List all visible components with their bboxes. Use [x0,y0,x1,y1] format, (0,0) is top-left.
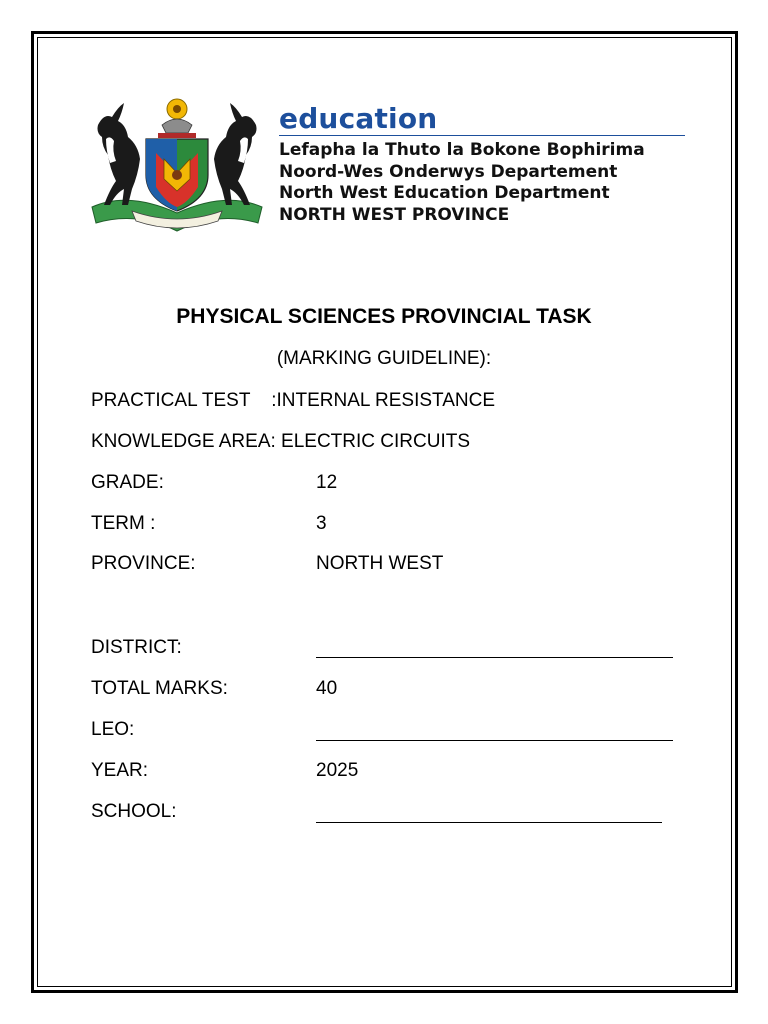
school-label: SCHOOL: [91,801,177,822]
coat-of-arms-logo [88,95,266,235]
leo-blank-line[interactable] [316,740,673,741]
school-blank-line[interactable] [316,822,662,823]
term-value: 3 [316,513,327,534]
province-value: NORTH WEST [316,553,444,574]
leo-label: LEO: [91,719,135,740]
document-subtitle: (MARKING GUIDELINE): [276,348,492,369]
department-header [279,103,685,226]
education-wordmark: education [279,102,438,135]
province-name: NORTH WEST PROVINCE [279,204,510,225]
year-value: 2025 [316,760,359,781]
dept-name-english: North West Education Department [279,183,610,203]
district-blank-line[interactable] [316,657,673,658]
knowledge-area-line: KNOWLEDGE AREA: ELECTRIC CIRCUITS [91,431,471,452]
grade-label: GRADE: [91,472,164,493]
grade-value: 12 [316,472,338,493]
term-label: TERM : [91,513,156,534]
dept-name-afrikaans: Noord-Wes Onderwys Departement [279,161,618,182]
year-label: YEAR: [91,760,149,781]
practical-test-line: PRACTICAL TEST :INTERNAL RESISTANCE [91,390,496,411]
total-marks-label: TOTAL MARKS: [91,678,228,699]
province-label: PROVINCE: [91,553,196,574]
total-marks-value: 40 [316,678,338,699]
district-label: DISTRICT: [91,637,182,658]
document-title: PHYSICAL SCIENCES PROVINCIAL TASK [176,305,592,328]
wordmark-underline [279,135,685,136]
dept-name-setswana: Lefapha la Thuto la Bokone Bophirima [279,140,645,160]
